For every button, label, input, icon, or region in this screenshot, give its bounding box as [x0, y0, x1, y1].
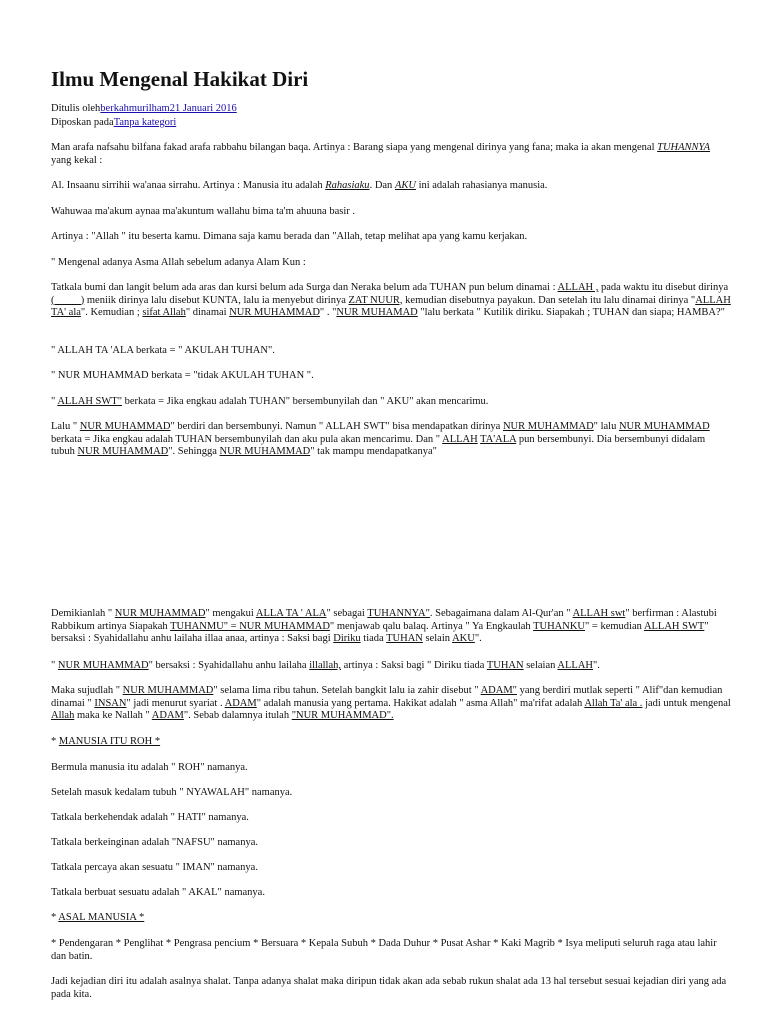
text: " sebagai	[326, 608, 368, 619]
text: " menjawab qalu balaq. Artinya " Ya Engkaulah	[329, 620, 534, 632]
posted-in-label: Diposkan pada	[51, 117, 114, 128]
text: " adalah manusia yang pertama. Hakikat adalah " asma Allah" ma'rifat adalah	[256, 697, 585, 709]
roh-line-3: Tatkala berkehendak adalah " HATI" namanya.	[51, 812, 249, 823]
underlined-text: ALLAH TA' ala	[51, 294, 731, 318]
underlined-text: INSAN	[94, 697, 127, 709]
text: *	[51, 912, 59, 923]
text: Man arafa nafsahu bilfana fakad arafa rabbahu bilangan baqa. Artinya : Barang siapa yang mengenal dirinya yang fana; maka ia akan mengenal	[51, 142, 658, 153]
text: selaian	[523, 660, 558, 671]
text: artinya : Saksi bagi " Diriku tiada	[341, 660, 487, 671]
text: "	[51, 396, 58, 407]
text: . Dan	[369, 180, 395, 191]
text: " berdiri dan bersembunyi. Namun " ALLAH SWT" bisa mendapatkan dirinya	[170, 421, 503, 432]
text: " bersaksi : Syahidallahu anhu lailaha	[148, 660, 310, 671]
paragraph-10	[51, 421, 731, 459]
underlined-text: ALLAH SWT"	[57, 396, 122, 407]
paragraph-6	[51, 282, 731, 320]
text: ". Sehingga	[168, 446, 220, 457]
underlined-text: ZAT NUUR,	[348, 294, 403, 306]
underlined-text: ALLAH ,	[557, 282, 599, 293]
underlined-text: ALLAH swt	[572, 608, 626, 619]
text: tiada	[360, 633, 387, 644]
underlined-text: "NUR MUHAMMAD".	[291, 710, 394, 721]
underlined-text: NUR MUHAMMAD	[114, 608, 206, 619]
text: yang kekal :	[51, 154, 103, 166]
underlined-text: AKU	[394, 180, 416, 191]
underlined-text: MANUSIA ITU ROH *	[58, 736, 161, 747]
text: . Sebagaimana dalam Al-Qur'an "	[429, 608, 573, 619]
underlined-text: (_____)	[51, 294, 85, 306]
underlined-text: NUR MUHAMMAD	[502, 421, 594, 432]
text: ".	[593, 660, 600, 671]
date-link[interactable]: 21 Januari 2016	[169, 103, 237, 114]
category-line	[51, 117, 731, 130]
text: maka ke Nallah "	[74, 710, 152, 721]
underlined-text: NUR MUHAMAD	[336, 307, 418, 318]
text: *	[51, 736, 59, 747]
text: " tak mampu mendapatkanya"	[310, 446, 437, 457]
byline	[51, 103, 731, 116]
heading-asal-manusia	[51, 912, 731, 925]
paragraph-5: " Mengenal adanya Asma Allah sebelum adanya Alam Kun :	[51, 257, 306, 268]
underlined-text: ASAL MANUSIA *	[58, 912, 145, 923]
underlined-text: ALLAH	[557, 660, 593, 671]
underlined-text: NUR MUHAMMAD	[229, 307, 320, 318]
text: " = kemudian	[585, 620, 644, 632]
roh-line-6: Tatkala berbuat sesuatu adalah " AKAL" namanya.	[51, 887, 265, 898]
underlined-text: ADAM	[151, 710, 184, 721]
text: " selama lima ribu tahun. Setelah bangkit lalu ia zahir disebut "	[213, 685, 481, 696]
underlined-text: ALLAH	[442, 433, 478, 445]
text: "	[51, 660, 58, 671]
paragraph-4: Artinya : "Allah " itu beserta kamu. Dimana saja kamu berada dan "Allah, tetap melihat apa yang kamu kerjakan.	[51, 231, 528, 242]
paragraph-1	[51, 142, 731, 167]
category-link[interactable]: Tanpa kategori	[113, 117, 177, 128]
underlined-text: NUR MUHAMMAD	[77, 446, 169, 457]
text: kemudian disebutnya payakun. Dan setelah itu lalu dinamai dirinya "	[402, 294, 696, 306]
underlined-text: Diriku	[333, 633, 361, 644]
underlined-text: sifat Allah	[142, 307, 186, 318]
roh-line-4: Tatkala berkeinginan adalah "NAFSU" namanya.	[51, 837, 258, 848]
text: Demikianlah "	[51, 608, 115, 619]
underlined-text: ADAM	[224, 697, 257, 709]
text: jadi untuk mengenal	[642, 697, 731, 709]
paragraph-12	[51, 660, 731, 673]
text: " berfirman : Alastubi Rabbikum artinya Siapakah	[51, 608, 717, 632]
underlined-text: NUR MUHAMMAD	[122, 685, 214, 696]
text: Tatkala bumi dan langit belum ada aras dan kursi belum ada Surga dan Neraka belum ada TUHAN pun belum dinamai :	[51, 282, 558, 293]
underlined-text: NUR MUHAMMAD	[219, 446, 311, 457]
text: pun bersembunyi. Dia bersembunyi didalam tubuh	[51, 433, 706, 457]
text: pada waktu itu disebut dirinya	[598, 282, 729, 293]
paragraph-8: " NUR MUHAMMAD berkata = "tidak AKULAH TUHAN ".	[51, 370, 314, 381]
underlined-text: TUHAN	[386, 633, 423, 644]
text: Al. Insaanu sirrihii wa'anaa sirrahu. Artinya : Manusia itu adalah	[51, 180, 326, 191]
paragraph-11	[51, 608, 731, 646]
underlined-text: TUHANNYA	[657, 142, 711, 153]
paragraph-3: Wahuwaa ma'akum aynaa ma'akuntum wallahu bima ta'm ahuuna basir .	[51, 206, 355, 217]
text: ini adalah rahasianya manusia.	[415, 180, 548, 191]
text: berkata = Jika engkau adalah TUHAN" bersembunyilah dan " AKU" akan mencarimu.	[122, 396, 489, 407]
text: " jadi menurut syariat .	[126, 697, 225, 709]
text: yang berdiri mutlak seperti " Alif"dan kemudian dinamai "	[51, 685, 723, 709]
author-link[interactable]: berkahmurilham	[100, 103, 170, 114]
roh-line-1: Bermula manusia itu adalah " ROH" namanya.	[51, 762, 248, 773]
heading-manusia-itu-roh	[51, 736, 731, 749]
underlined-text: AKU	[452, 633, 475, 644]
underlined-text: NUR MUHAMMAD	[618, 421, 710, 432]
underlined-text: TA'ALA	[480, 433, 517, 445]
text: " mengakui	[205, 608, 256, 619]
underlined-text: TUHANKU	[533, 620, 586, 632]
paragraph-13	[51, 685, 731, 723]
text: selain	[422, 633, 453, 644]
asal-paragraph-1: * Pendengaran * Penglihat * Pengrasa pencium * Bersuara * Kepala Subuh * Dada Duhur * Pusat Ashar * Kaki Magrib * Isya meliputi seluruh raga atau lahir dan batin.	[51, 938, 717, 962]
text: " . "	[319, 307, 337, 318]
paragraph-9	[51, 396, 731, 409]
asal-paragraph-2: Jadi kejadian diri itu adalah asalnya shalat. Tanpa adanya shalat maka diripun tidak akan ada sebab rukun shalat ada 13 hal tersebut sesuai kejadian diri yang ada pada kita.	[51, 976, 727, 1000]
text: Lalu "	[51, 421, 80, 432]
text: ".	[474, 633, 482, 644]
text: ". Kemudian ;	[80, 307, 143, 318]
underlined-text: ALLAH SWT	[643, 620, 705, 632]
underlined-text: illallah,	[309, 660, 342, 671]
text: " bersaksi : Syahidallahu anhu lailaha illaa anaa, artinya : Saksi bagi	[51, 620, 709, 644]
underlined-text: TUHAN	[486, 660, 524, 671]
text: Maka sujudlah "	[51, 685, 123, 696]
underlined-text: NUR MUHAMMAD	[57, 660, 149, 671]
underlined-text: ALLA TA ' ALA	[255, 608, 327, 619]
page-title: Ilmu Mengenal Hakikat Diri	[51, 67, 309, 91]
text: " lalu	[593, 421, 619, 432]
underlined-text: Rahasiaku	[325, 180, 370, 191]
underlined-text: Allah	[51, 710, 75, 721]
paragraph-7: " ALLAH TA 'ALA berkata = " AKULAH TUHAN".	[51, 345, 275, 356]
roh-line-5: Tatkala percaya akan sesuatu " IMAN" namanya.	[51, 862, 258, 873]
text: meniik dirinya lalu disebut KUNTA, lalu ia menyebut dirinya	[84, 294, 349, 306]
written-by-label: Ditulis oleh	[51, 103, 101, 114]
underlined-text: NUR MUHAMMAD	[79, 421, 171, 432]
underlined-text: ADAM"	[480, 685, 517, 696]
roh-line-2: Setelah masuk kedalam tubuh " NYAWALAH" namanya.	[51, 787, 293, 798]
paragraph-2	[51, 180, 731, 193]
text: berkata = Jika engkau adalah TUHAN bersembunyilah dan aku pula akan mencarimu. Dan "	[51, 433, 443, 445]
underlined-text: TUHANMU" = NUR MUHAMMAD	[170, 620, 330, 632]
underlined-text: TUHANNYA"	[367, 608, 430, 619]
underlined-text: Allah Ta' ala .	[584, 697, 643, 709]
text: " dinamai	[185, 307, 230, 318]
text: ". Sebab dalamnya itulah	[183, 710, 292, 721]
text: "lalu berkata " Kutilik diriku. Siapakah ; TUHAN dan siapa; HAMBA?"	[417, 307, 725, 318]
